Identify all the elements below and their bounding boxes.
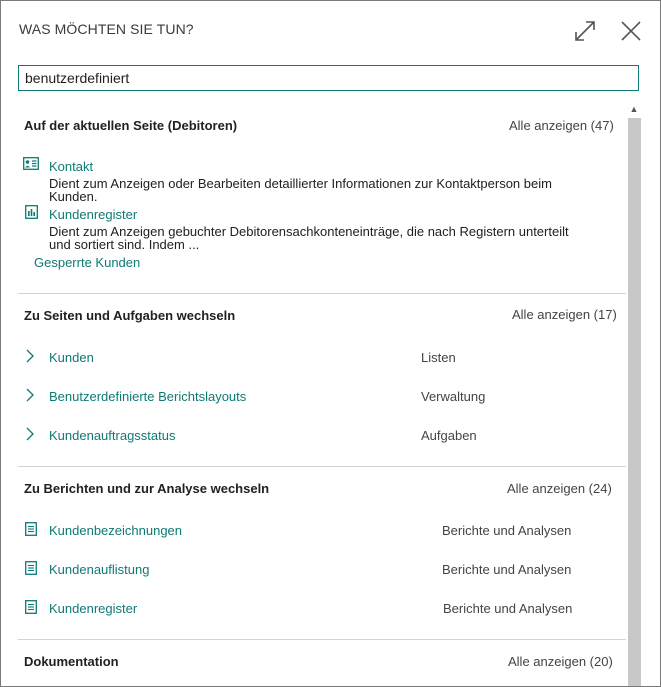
result-link-kontakt[interactable]: Kontakt	[49, 159, 94, 174]
result-link-gesperrte-kunden[interactable]: Gesperrte Kunden	[34, 255, 141, 270]
ledger-icon	[25, 205, 38, 219]
result-category: Berichte und Analysen	[442, 523, 572, 538]
search-box[interactable]	[18, 65, 639, 91]
result-category: Berichte und Analysen	[443, 601, 573, 616]
result-link-kundenregister-report[interactable]: Kundenregister	[49, 601, 138, 616]
show-all-documentation-link[interactable]: Alle anzeigen (20)	[508, 654, 613, 669]
result-category: Listen	[421, 350, 456, 365]
show-all-reports-link[interactable]: Alle anzeigen (24)	[507, 481, 612, 496]
section-divider	[18, 293, 626, 294]
expand-icon[interactable]	[574, 20, 596, 42]
scroll-up-arrow-icon[interactable]: ▲	[629, 104, 639, 114]
report-icon	[25, 522, 37, 536]
search-input[interactable]	[19, 66, 638, 90]
result-link-kundenauflistung[interactable]: Kundenauflistung	[49, 562, 150, 577]
section-heading-current-page: Auf der aktuellen Seite (Debitoren)	[24, 118, 238, 133]
chevron-right-icon	[25, 427, 35, 441]
report-icon	[25, 561, 37, 575]
section-heading-reports: Zu Berichten und zur Analyse wechseln	[24, 481, 270, 496]
contact-card-icon	[23, 157, 39, 170]
show-all-current-page-link[interactable]: Alle anzeigen (47)	[509, 118, 614, 133]
section-heading-documentation: Dokumentation	[24, 654, 119, 669]
chevron-right-icon	[25, 349, 35, 363]
result-link-berichtslayouts[interactable]: Benutzerdefinierte Berichtslayouts	[49, 389, 247, 404]
close-icon[interactable]	[620, 20, 642, 42]
result-category: Berichte und Analysen	[442, 562, 572, 577]
result-category: Verwaltung	[421, 389, 486, 404]
scrollbar-thumb[interactable]	[628, 118, 641, 686]
result-link-kundenbezeichnungen[interactable]: Kundenbezeichnungen	[49, 523, 183, 538]
result-category: Aufgaben	[421, 428, 477, 443]
result-link-kundenregister[interactable]: Kundenregister	[49, 207, 138, 222]
section-divider	[18, 466, 626, 467]
dialog-title: WAS MÖCHTEN SIE TUN?	[19, 21, 194, 37]
chevron-right-icon	[25, 388, 35, 402]
result-description-kontakt: Dient zum Anzeigen oder Bearbeiten detaillierter Informationen zur Kontaktperson beim Kunden.	[49, 176, 552, 204]
scrollbar[interactable]	[626, 102, 642, 686]
section-divider	[18, 639, 626, 640]
section-heading-pages-tasks: Zu Seiten und Aufgaben wechseln	[24, 308, 236, 323]
show-all-pages-tasks-link[interactable]: Alle anzeigen (17)	[512, 307, 617, 322]
report-icon	[25, 600, 37, 614]
result-description-kundenregister: Dient zum Anzeigen gebuchter Debitorensachkonteneinträge, die nach Registern unterteilt und sortiert sind. Indem ...	[49, 224, 569, 252]
result-link-kunden[interactable]: Kunden	[49, 350, 94, 365]
results-panel	[18, 102, 626, 686]
result-link-kundenauftragsstatus[interactable]: Kundenauftragsstatus	[49, 428, 176, 443]
